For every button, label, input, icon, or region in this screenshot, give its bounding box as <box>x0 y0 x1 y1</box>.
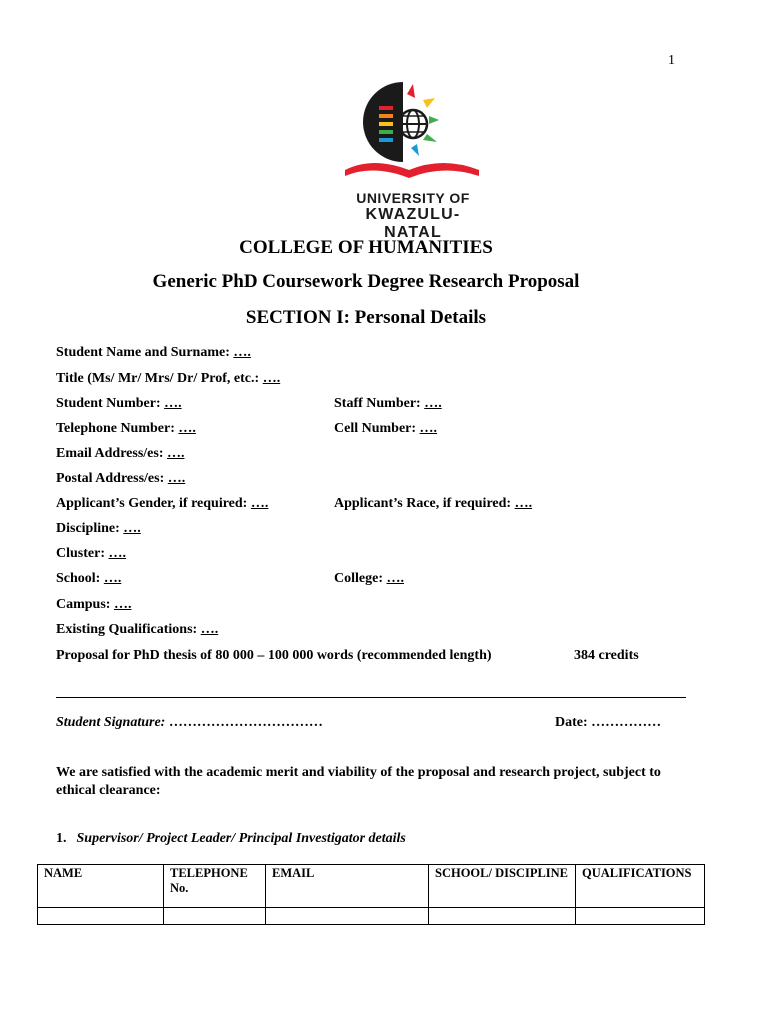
column-header-school: SCHOOL/ DISCIPLINE <box>429 865 576 908</box>
table-cell-name[interactable] <box>38 908 164 925</box>
column-header-qualifications: QUALIFICATIONS <box>576 865 705 908</box>
qualifications-value[interactable]: …. <box>200 622 219 637</box>
signature-rule <box>56 697 686 698</box>
school-value[interactable]: …. <box>103 571 122 586</box>
page-number: 1 <box>668 53 675 68</box>
title-value[interactable]: …. <box>262 371 281 386</box>
student-name-value[interactable]: …. <box>233 345 251 360</box>
satisfied-statement: We are satisfied with the academic merit and viability of the proposal and research project, subject to ethical clearance: <box>56 765 661 798</box>
cluster-value[interactable]: …. <box>108 546 126 561</box>
college-label: College: <box>334 571 387 586</box>
proposal-length-text: Proposal for PhD thesis of 80 000 – 100 000 words (recommended length) <box>56 648 492 663</box>
column-header-name: NAME <box>38 865 164 908</box>
date-line <box>555 715 661 731</box>
college-value[interactable]: …. <box>386 571 404 586</box>
staff-number-label: Staff Number: <box>334 396 425 411</box>
table-row <box>38 908 705 925</box>
column-header-email: EMAIL <box>266 865 429 908</box>
column-header-telephone: TELEPHONE No. <box>164 865 266 908</box>
student-signature-dots[interactable]: …………………………… <box>168 715 323 730</box>
discipline-label: Discipline: <box>56 521 124 536</box>
campus-field <box>56 597 131 613</box>
race-label: Applicant’s Race, if required: <box>334 496 515 511</box>
school-label: School: <box>56 571 104 586</box>
postal-label: Postal Address/es: <box>56 471 168 486</box>
table-cell-email[interactable] <box>266 908 429 925</box>
student-number-field <box>56 396 182 412</box>
student-signature-line <box>56 715 323 731</box>
proposal-heading: Generic PhD Coursework Degree Research Proposal <box>152 271 580 292</box>
qualifications-label: Existing Qualifications: <box>56 622 201 637</box>
race-value[interactable]: …. <box>514 496 533 511</box>
email-value[interactable]: …. <box>166 446 185 461</box>
postal-field <box>56 471 185 487</box>
student-name-field <box>56 345 251 361</box>
campus-label: Campus: <box>56 597 114 612</box>
race-field <box>334 496 532 512</box>
student-number-value[interactable]: …. <box>164 396 182 411</box>
gender-value[interactable]: …. <box>250 496 269 511</box>
gender-field <box>56 496 268 512</box>
school-field <box>56 571 121 587</box>
table-header-row <box>38 865 705 908</box>
table-cell-telephone[interactable] <box>164 908 266 925</box>
university-logo <box>343 78 483 241</box>
telephone-value[interactable]: …. <box>178 421 196 436</box>
date-dots[interactable]: …………… <box>591 715 662 730</box>
discipline-value[interactable]: …. <box>123 521 141 536</box>
student-number-label: Student Number: <box>56 396 165 411</box>
student-signature-label: Student Signature: <box>56 715 166 730</box>
discipline-field <box>56 521 141 537</box>
section-heading: SECTION I: Personal Details <box>245 307 487 328</box>
title-label: Title (Ms/ Mr/ Mrs/ Dr/ Prof, etc.: <box>56 371 263 386</box>
college-heading: COLLEGE OF HUMANITIES <box>239 237 493 258</box>
logo-text-line1: UNIVERSITY OF <box>356 190 470 206</box>
cell-label: Cell Number: <box>334 421 420 436</box>
cell-value[interactable]: …. <box>419 421 438 436</box>
college-field <box>334 571 404 587</box>
staff-number-field <box>334 396 442 412</box>
table-cell-school[interactable] <box>429 908 576 925</box>
supervisor-section-number: 1. <box>56 831 67 846</box>
email-field <box>56 446 184 462</box>
cluster-field <box>56 546 126 562</box>
gender-label: Applicant’s Gender, if required: <box>56 496 251 511</box>
supervisor-table <box>37 864 705 925</box>
credits-text: 384 credits <box>574 648 639 663</box>
qualifications-field <box>56 622 218 638</box>
student-name-label: Student Name and Surname: <box>56 345 234 360</box>
ukzn-emblem-icon <box>343 78 483 188</box>
title-field <box>56 371 280 387</box>
cell-field <box>334 421 437 437</box>
supervisor-section-label: Supervisor/ Project Leader/ Principal Investigator details <box>76 831 406 846</box>
campus-value[interactable]: …. <box>113 597 132 612</box>
supervisor-section-title <box>56 831 406 847</box>
telephone-label: Telephone Number: <box>56 421 179 436</box>
postal-value[interactable]: …. <box>167 471 186 486</box>
cluster-label: Cluster: <box>56 546 109 561</box>
table-cell-qualifications[interactable] <box>576 908 705 925</box>
date-label: Date: <box>555 715 588 730</box>
telephone-field <box>56 421 196 437</box>
email-label: Email Address/es: <box>56 446 167 461</box>
staff-number-value[interactable]: …. <box>424 396 442 411</box>
logo-text-line2: KWAZULU-NATAL <box>365 206 461 241</box>
